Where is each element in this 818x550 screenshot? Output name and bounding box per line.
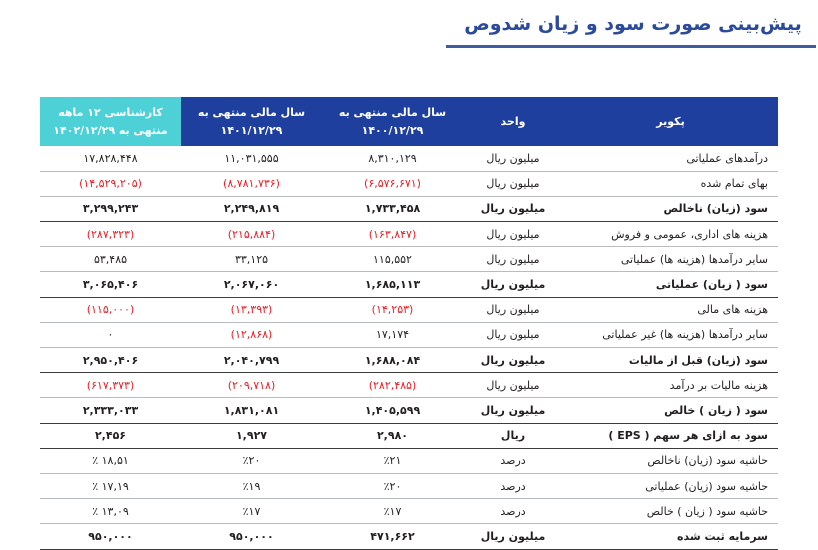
row-unit-cell: میلیون ریال <box>463 272 563 297</box>
table-row <box>40 196 778 221</box>
row-value-fy1400-cell: (۶,۵۷۶,۶۷۱) <box>322 171 463 196</box>
row-value-expert-cell: ۹۵۰,۰۰۰ <box>40 524 181 549</box>
row-value-expert-cell: ۳,۲۹۹,۲۴۳ <box>40 196 181 221</box>
row-value-expert-cell: ۲,۳۳۳,۰۳۳ <box>40 398 181 423</box>
row-value-fy1401-cell: (۸,۷۸۱,۷۳۶) <box>181 171 322 196</box>
row-value-expert-cell: ۰ <box>40 322 181 347</box>
row-value-fy1400-cell: ۱,۶۸۵,۱۱۳ <box>322 272 463 297</box>
row-value-fy1401-cell: (۲۰۹,۷۱۸) <box>181 373 322 398</box>
row-value-fy1400-cell: ٪۲۱ <box>322 448 463 473</box>
row-label-cell: سود ( زیان) عملیاتی <box>563 272 778 297</box>
row-value-expert-cell: ۱۷,۱۹ ٪ <box>40 473 181 498</box>
row-value-fy1400-cell: ۸,۳۱۰,۱۲۹ <box>322 146 463 171</box>
row-value-fy1400-cell: (۱۴,۲۵۳) <box>322 297 463 322</box>
row-label-cell: هزینه های اداری، عمومی و فروش <box>563 222 778 247</box>
row-unit-cell: درصد <box>463 473 563 498</box>
row-label-cell: حاشیه سود (زیان) عملیاتی <box>563 473 778 498</box>
row-label-cell: درآمدهای عملیاتی <box>563 146 778 171</box>
row-value-fy1400-cell: ۴۷۱,۶۶۲ <box>322 524 463 549</box>
table-row <box>40 171 778 196</box>
row-value-fy1401-cell: ۹۵۰,۰۰۰ <box>181 524 322 549</box>
table-header-row <box>40 97 778 146</box>
table-row <box>40 297 778 322</box>
row-unit-cell: میلیون ریال <box>463 322 563 347</box>
row-label-cell: سود (زیان) قبل از مالیات <box>563 348 778 373</box>
row-value-expert-cell: ۲,۴۵۶ <box>40 423 181 448</box>
row-label-cell: هزینه های مالی <box>563 297 778 322</box>
row-unit-cell: ریال <box>463 423 563 448</box>
page-title: پیش‌بینی صورت سود و زیان شدوص <box>464 13 802 35</box>
row-value-fy1401-cell: ۱,۸۳۱,۰۸۱ <box>181 398 322 423</box>
row-value-fy1400-cell: (۲۸۲,۴۸۵) <box>322 373 463 398</box>
row-value-fy1401-cell: ۱۱,۰۳۱,۵۵۵ <box>181 146 322 171</box>
row-value-expert-cell: ۳,۰۶۵,۴۰۶ <box>40 272 181 297</box>
table-row <box>40 473 778 498</box>
table-body <box>40 146 778 549</box>
title-underline-rule <box>446 45 816 48</box>
row-unit-cell: میلیون ریال <box>463 171 563 196</box>
row-label-cell: بهای تمام شده <box>563 171 778 196</box>
table-row <box>40 524 778 549</box>
row-value-expert-cell: ۱۳,۰۹ ٪ <box>40 499 181 524</box>
row-value-fy1400-cell: ۱۱۵,۵۵۲ <box>322 247 463 272</box>
table-row <box>40 247 778 272</box>
row-unit-cell: میلیون ریال <box>463 348 563 373</box>
row-value-expert-cell: ۱۸,۵۱ ٪ <box>40 448 181 473</box>
table-row <box>40 272 778 297</box>
row-value-fy1400-cell: ۱,۷۳۳,۴۵۸ <box>322 196 463 221</box>
row-value-fy1400-cell: ۱,۴۰۵,۵۹۹ <box>322 398 463 423</box>
row-label-cell: سرمایه ثبت شده <box>563 524 778 549</box>
row-value-fy1401-cell: (۱۲,۸۶۸) <box>181 322 322 347</box>
row-unit-cell: میلیون ریال <box>463 297 563 322</box>
column-header-fiscal-year-1400: سال مالی منتهی به ۱۴۰۰/۱۲/۲۹ <box>322 97 463 146</box>
row-label-cell: هزینه مالیات بر درآمد <box>563 373 778 398</box>
column-header-expert-forecast-1402: کارشناسی ۱۲ ماهه منتهی به ۱۴۰۲/۱۲/۲۹ <box>40 97 181 146</box>
table-header <box>40 97 778 146</box>
table-row <box>40 348 778 373</box>
row-value-fy1401-cell: ۲,۰۴۰,۷۹۹ <box>181 348 322 373</box>
row-label-cell: حاشیه سود (زیان) ناخالص <box>563 448 778 473</box>
table-row <box>40 499 778 524</box>
table-row <box>40 373 778 398</box>
table-row <box>40 448 778 473</box>
row-label-cell: سایر درآمدها (هزینه ها) عملیاتی <box>563 247 778 272</box>
row-value-fy1401-cell: ٪۱۷ <box>181 499 322 524</box>
row-label-cell: سود به ازای هر سهم ( EPS ) <box>563 423 778 448</box>
row-value-fy1401-cell: ٪۱۹ <box>181 473 322 498</box>
row-unit-cell: میلیون ریال <box>463 196 563 221</box>
table-row <box>40 222 778 247</box>
table-row <box>40 398 778 423</box>
row-label-cell: سود ( زیان ) خالص <box>563 398 778 423</box>
row-value-fy1400-cell: ۱۷,۱۷۴ <box>322 322 463 347</box>
row-unit-cell: میلیون ریال <box>463 524 563 549</box>
row-unit-cell: میلیون ریال <box>463 373 563 398</box>
row-value-fy1401-cell: (۱۳,۳۹۳) <box>181 297 322 322</box>
row-value-fy1401-cell: (۲۱۵,۸۸۴) <box>181 222 322 247</box>
row-unit-cell: میلیون ریال <box>463 247 563 272</box>
row-value-fy1401-cell: ۲,۰۶۷,۰۶۰ <box>181 272 322 297</box>
row-label-cell: سود (زیان) ناخالص <box>563 196 778 221</box>
table-row <box>40 146 778 171</box>
row-value-expert-cell: ۲,۹۵۰,۴۰۶ <box>40 348 181 373</box>
row-value-fy1401-cell: ٪۲۰ <box>181 448 322 473</box>
row-value-fy1400-cell: ٪۲۰ <box>322 473 463 498</box>
row-value-fy1401-cell: ۱,۹۲۷ <box>181 423 322 448</box>
row-value-fy1401-cell: ۳۳,۱۲۵ <box>181 247 322 272</box>
column-header-unit: واحد <box>463 97 563 146</box>
row-label-cell: سایر درآمدها (هزینه ها) غیر عملیاتی <box>563 322 778 347</box>
row-value-fy1400-cell: ٪۱۷ <box>322 499 463 524</box>
profit-loss-forecast-table <box>40 97 778 550</box>
row-value-expert-cell: (۱۱۵,۰۰۰) <box>40 297 181 322</box>
column-header-label: پکویر <box>563 97 778 146</box>
row-value-expert-cell: ۵۳,۴۸۵ <box>40 247 181 272</box>
row-value-fy1400-cell: ۲,۹۸۰ <box>322 423 463 448</box>
row-unit-cell: میلیون ریال <box>463 146 563 171</box>
table-row <box>40 423 778 448</box>
title-block <box>440 10 818 48</box>
table-row <box>40 322 778 347</box>
row-unit-cell: میلیون ریال <box>463 222 563 247</box>
row-value-fy1400-cell: ۱,۶۸۸,۰۸۴ <box>322 348 463 373</box>
row-value-expert-cell: ۱۷,۸۲۸,۴۴۸ <box>40 146 181 171</box>
row-unit-cell: میلیون ریال <box>463 398 563 423</box>
row-value-fy1400-cell: (۱۶۳,۸۴۷) <box>322 222 463 247</box>
row-unit-cell: درصد <box>463 499 563 524</box>
row-value-expert-cell: (۶۱۷,۳۷۳) <box>40 373 181 398</box>
row-value-expert-cell: (۲۸۷,۳۲۳) <box>40 222 181 247</box>
row-value-expert-cell: (۱۴,۵۲۹,۲۰۵) <box>40 171 181 196</box>
row-label-cell: حاشیه سود ( زیان ) خالص <box>563 499 778 524</box>
row-unit-cell: درصد <box>463 448 563 473</box>
financial-table-container <box>40 97 778 550</box>
row-value-fy1401-cell: ۲,۲۴۹,۸۱۹ <box>181 196 322 221</box>
column-header-fiscal-year-1401: سال مالی منتهی به ۱۴۰۱/۱۲/۲۹ <box>181 97 322 146</box>
